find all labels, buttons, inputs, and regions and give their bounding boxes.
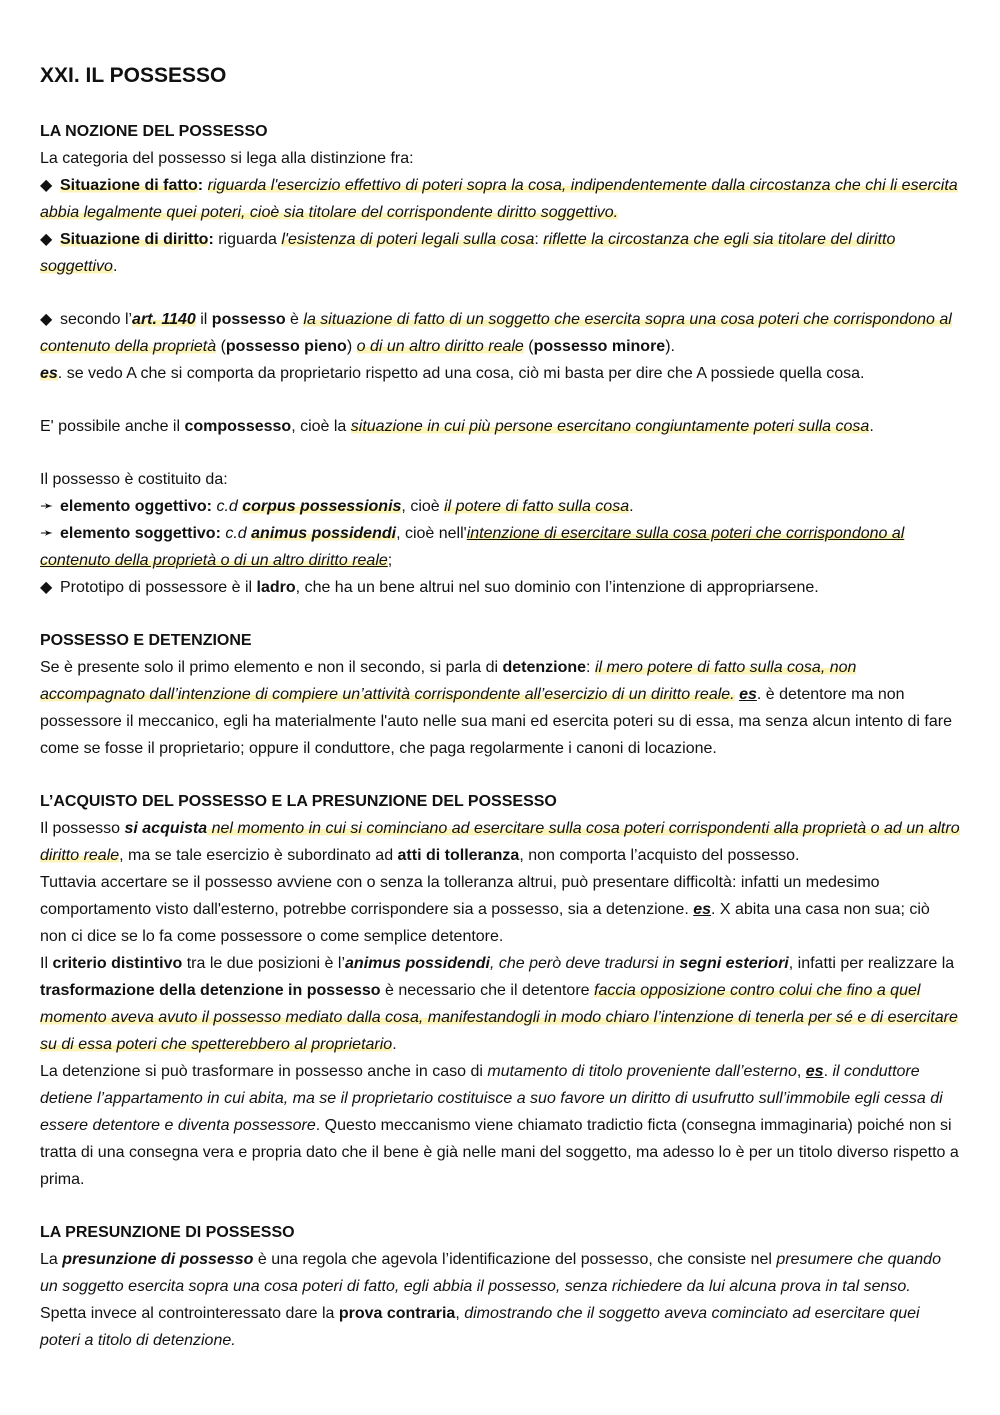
acquisto-paragraph-4: La detenzione si può trasformare in possesso anche in caso di mutamento di titolo proveniente dall’esterno, es. il conduttore detiene l’appartamento in cui abita, ma se il proprietario costituisce a suo favore un diritto di usufrutto sull’immobile egli cessa di essere detentore e diventa possessore. Questo meccanismo viene chiamato tradictio ficta (consegna immaginaria) poiché non si tratta di una consegna vera e propria dato che il bene è già nelle mani del soggetto, ma adesso lo è per un titolo diverso rispetto a prima.: [40, 1063, 959, 1188]
presunzione-paragraph: La presunzione di possesso è una regola che agevola l’identificazione del possesso, che consiste nel presumere che quando un soggetto esercita sopra una cosa poteri di fatto, egli abbia il possesso, senza richiedere da lui alcuna prova in tal senso. Spetta invece al controinteressato dare la prova contraria, dimostrando che il soggetto aveva cominciato ad esercitare quei poteri a titolo di detenzione.: [40, 1251, 941, 1349]
section-heading-presunzione: LA PRESUNZIONE DI POSSESSO: [40, 1224, 295, 1241]
arrow-bullet-icon: ➛: [40, 525, 54, 542]
elementi-intro: Il possesso è costituito da:: [40, 471, 228, 488]
page-title: XXI. IL POSSESSO: [40, 64, 227, 87]
bullet-ladro: ◆ Prototipo di possessore è il ladro, che ha un bene altrui nel suo dominio con l’intenzione di appropriarsene.: [40, 574, 960, 601]
section-heading-detenzione: POSSESSO E DETENZIONE: [40, 632, 252, 649]
bullet-situazione-diritto: ◆ Situazione di diritto: riguarda l'esistenza di poteri legali sulla cosa: riflette la circostanza che egli sia titolare del diritto soggettivo.: [40, 226, 960, 280]
diamond-bullet-icon: ◆: [40, 177, 53, 194]
section-heading-acquisto: L’ACQUISTO DEL POSSESSO E LA PRESUNZIONE DEL POSSESSO: [40, 793, 557, 810]
section-heading-nozione: LA NOZIONE DEL POSSESSO: [40, 123, 268, 140]
arrow-bullet-icon: ➛: [40, 498, 54, 515]
diamond-bullet-icon: ◆: [40, 231, 53, 248]
diamond-bullet-icon: ◆: [40, 579, 53, 596]
compossesso-paragraph: E' possibile anche il compossesso, cioè la situazione in cui più persone esercitano congiuntamente poteri sulla cosa.: [40, 418, 874, 435]
acquisto-paragraph-2: Tuttavia accertare se il possesso avviene con o senza la tolleranza altrui, può presentare difficoltà: infatti un medesimo comportamento visto dall'esterno, potrebbe corrispondere sia a possesso, sia a detenzione. es. X abita una casa non sua; ciò non ci dice se lo fa come possessore o come semplice detentore.: [40, 874, 930, 945]
diamond-bullet-icon: ◆: [40, 311, 53, 328]
detenzione-paragraph: Se è presente solo il primo elemento e non il secondo, si parla di detenzione: il mero potere di fatto sulla cosa, non accompagnato dall’intenzione di compiere un’attività corrispondente all’esercizio di un diritto reale. es. è detentore ma non possessore il meccanico, egli ha materialmente l'auto nelle sua mani ed esercita poteri su di essa, ma senza alcun intento di fare come se fosse il proprietario; oppure il conduttore, che paga regolarmente i canoni di locazione.: [40, 659, 952, 757]
example-art-1140: es. se vedo A che si comporta da proprietario rispetto ad una cosa, ciò mi basta per dire che A possiede quella cosa.: [40, 365, 865, 382]
elemento-soggettivo: ➛ elemento soggettivo: c.d animus possidendi, cioè nell'intenzione di esercitare sulla cosa poteri che corrispondono al contenuto della proprietà o di un altro diritto reale;: [40, 520, 960, 574]
bullet-art-1140: ◆ secondo l’art. 1140 il possesso è la situazione di fatto di un soggetto che esercita sopra una cosa poteri che corrispondono al contenuto della proprietà (possesso pieno) o di un altro diritto reale (possesso minore).: [40, 306, 960, 360]
acquisto-paragraph-1: Il possesso si acquista nel momento in cui si cominciano ad esercitare sulla cosa poteri corrispondenti alla proprietà o ad un altro diritto reale, ma se tale esercizio è subordinato ad atti di tolleranza, non comporta l’acquisto del possesso.: [40, 820, 960, 864]
elemento-oggettivo: ➛ elemento oggettivo: c.d corpus possessionis, cioè il potere di fatto sulla cosa.: [40, 493, 960, 520]
bullet-situazione-fatto: ◆ Situazione di fatto: riguarda l'esercizio effettivo di poteri sopra la cosa, indipendentemente dalla circostanza che chi li esercita abbia legalmente quei poteri, cioè sia titolare del corrispondente diritto soggettivo.: [40, 172, 960, 226]
acquisto-paragraph-3: Il criterio distintivo tra le due posizioni è l’animus possidendi, che però deve tradursi in segni esteriori, infatti per realizzare la trasformazione della detenzione in possesso è necessario che il detentore faccia opposizione contro colui che fino a quel momento aveva avuto il possesso mediato dalla cosa, manifestandogli in modo chiaro l’intenzione di tenerla per sé e di esercitare su di essa poteri che spetterebbero al proprietario.: [40, 955, 958, 1053]
nozione-intro: La categoria del possesso si lega alla distinzione fra:: [40, 150, 414, 167]
